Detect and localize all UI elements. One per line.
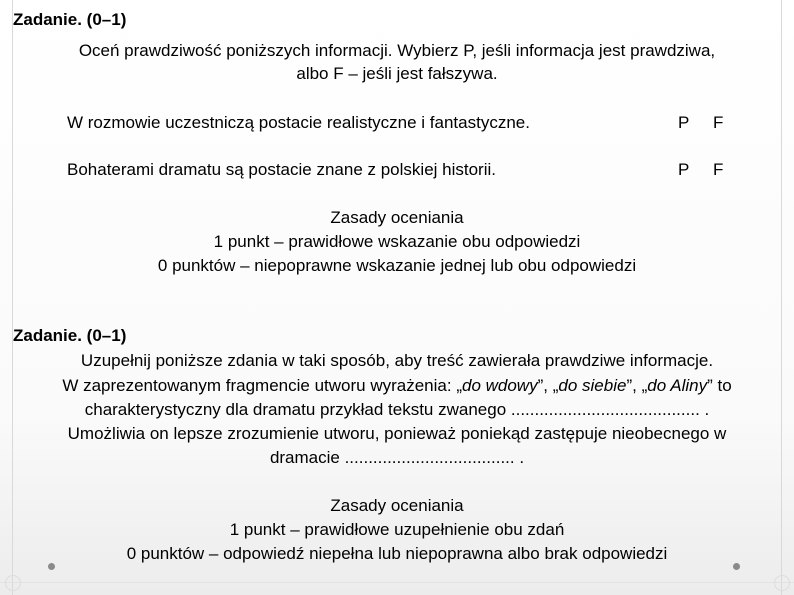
- task1-statement-1-option-f[interactable]: F: [713, 113, 724, 132]
- task2-line-5: dramacie .................................... .: [269, 448, 525, 467]
- task1-statement-2: Bohaterami dramatu są postacie znane z polskiej historii.: [67, 160, 496, 179]
- task2-scoring-heading: Zasady oceniania: [330, 496, 464, 515]
- task1-statement-2-option-p[interactable]: P: [678, 160, 690, 179]
- task2-scoring-line1: 1 punkt – prawidłowe uzupełnienie obu zdań: [229, 520, 565, 539]
- task2-scoring-line2: 0 punktów – odpowiedź niepełna lub niepoprawna albo brak odpowiedzi: [126, 544, 668, 563]
- task2-line-1: Uzupełnij poniższe zdania w taki sposób, aby treść zawierała prawdziwe informacje.: [80, 351, 714, 370]
- slide-dot-left: [48, 563, 55, 570]
- frame-bottom-line: [0, 582, 794, 583]
- task1-statement-1-option-p[interactable]: P: [678, 113, 690, 132]
- task2-line-4: Umożliwia on lepsze zrozumienie utworu, ponieważ poniekąd zastępuje nieobecnego w: [67, 424, 727, 443]
- frame-corner-bottom-right: [774, 575, 790, 591]
- frame-corner-bottom-left: [5, 575, 21, 591]
- task1-scoring-line2: 0 punktów – niepoprawne wskazanie jednej lub obu odpowiedzi: [157, 256, 637, 275]
- task1-title: Zadanie. (0–1): [13, 10, 127, 29]
- task2-title: Zadanie. (0–1): [13, 326, 127, 345]
- task1-scoring-line1: 1 punkt – prawidłowe wskazanie obu odpowiedzi: [213, 232, 581, 251]
- task2-line-2: W zaprezentowanym fragmencie utworu wyrażenia: „do wdowy”, „do siebie”, „do Aliny” to: [62, 376, 732, 395]
- task1-instruction-line1: Oceń prawdziwość poniższych informacji. Wybierz P, jeśli informacja jest prawdziwa,: [78, 41, 716, 60]
- task1-statement-2-option-f[interactable]: F: [713, 160, 724, 179]
- task1-statement-1: W rozmowie uczestniczą postacie realistyczne i fantastyczne.: [67, 113, 530, 132]
- slide-dot-right: [733, 563, 740, 570]
- task1-instruction-line2: albo F – jeśli jest fałszywa.: [296, 64, 498, 83]
- task1-scoring-heading: Zasady oceniania: [330, 208, 464, 227]
- task2-line-3: charakterystyczny dla dramatu przykład tekstu zwanego ........................................ .: [84, 400, 710, 419]
